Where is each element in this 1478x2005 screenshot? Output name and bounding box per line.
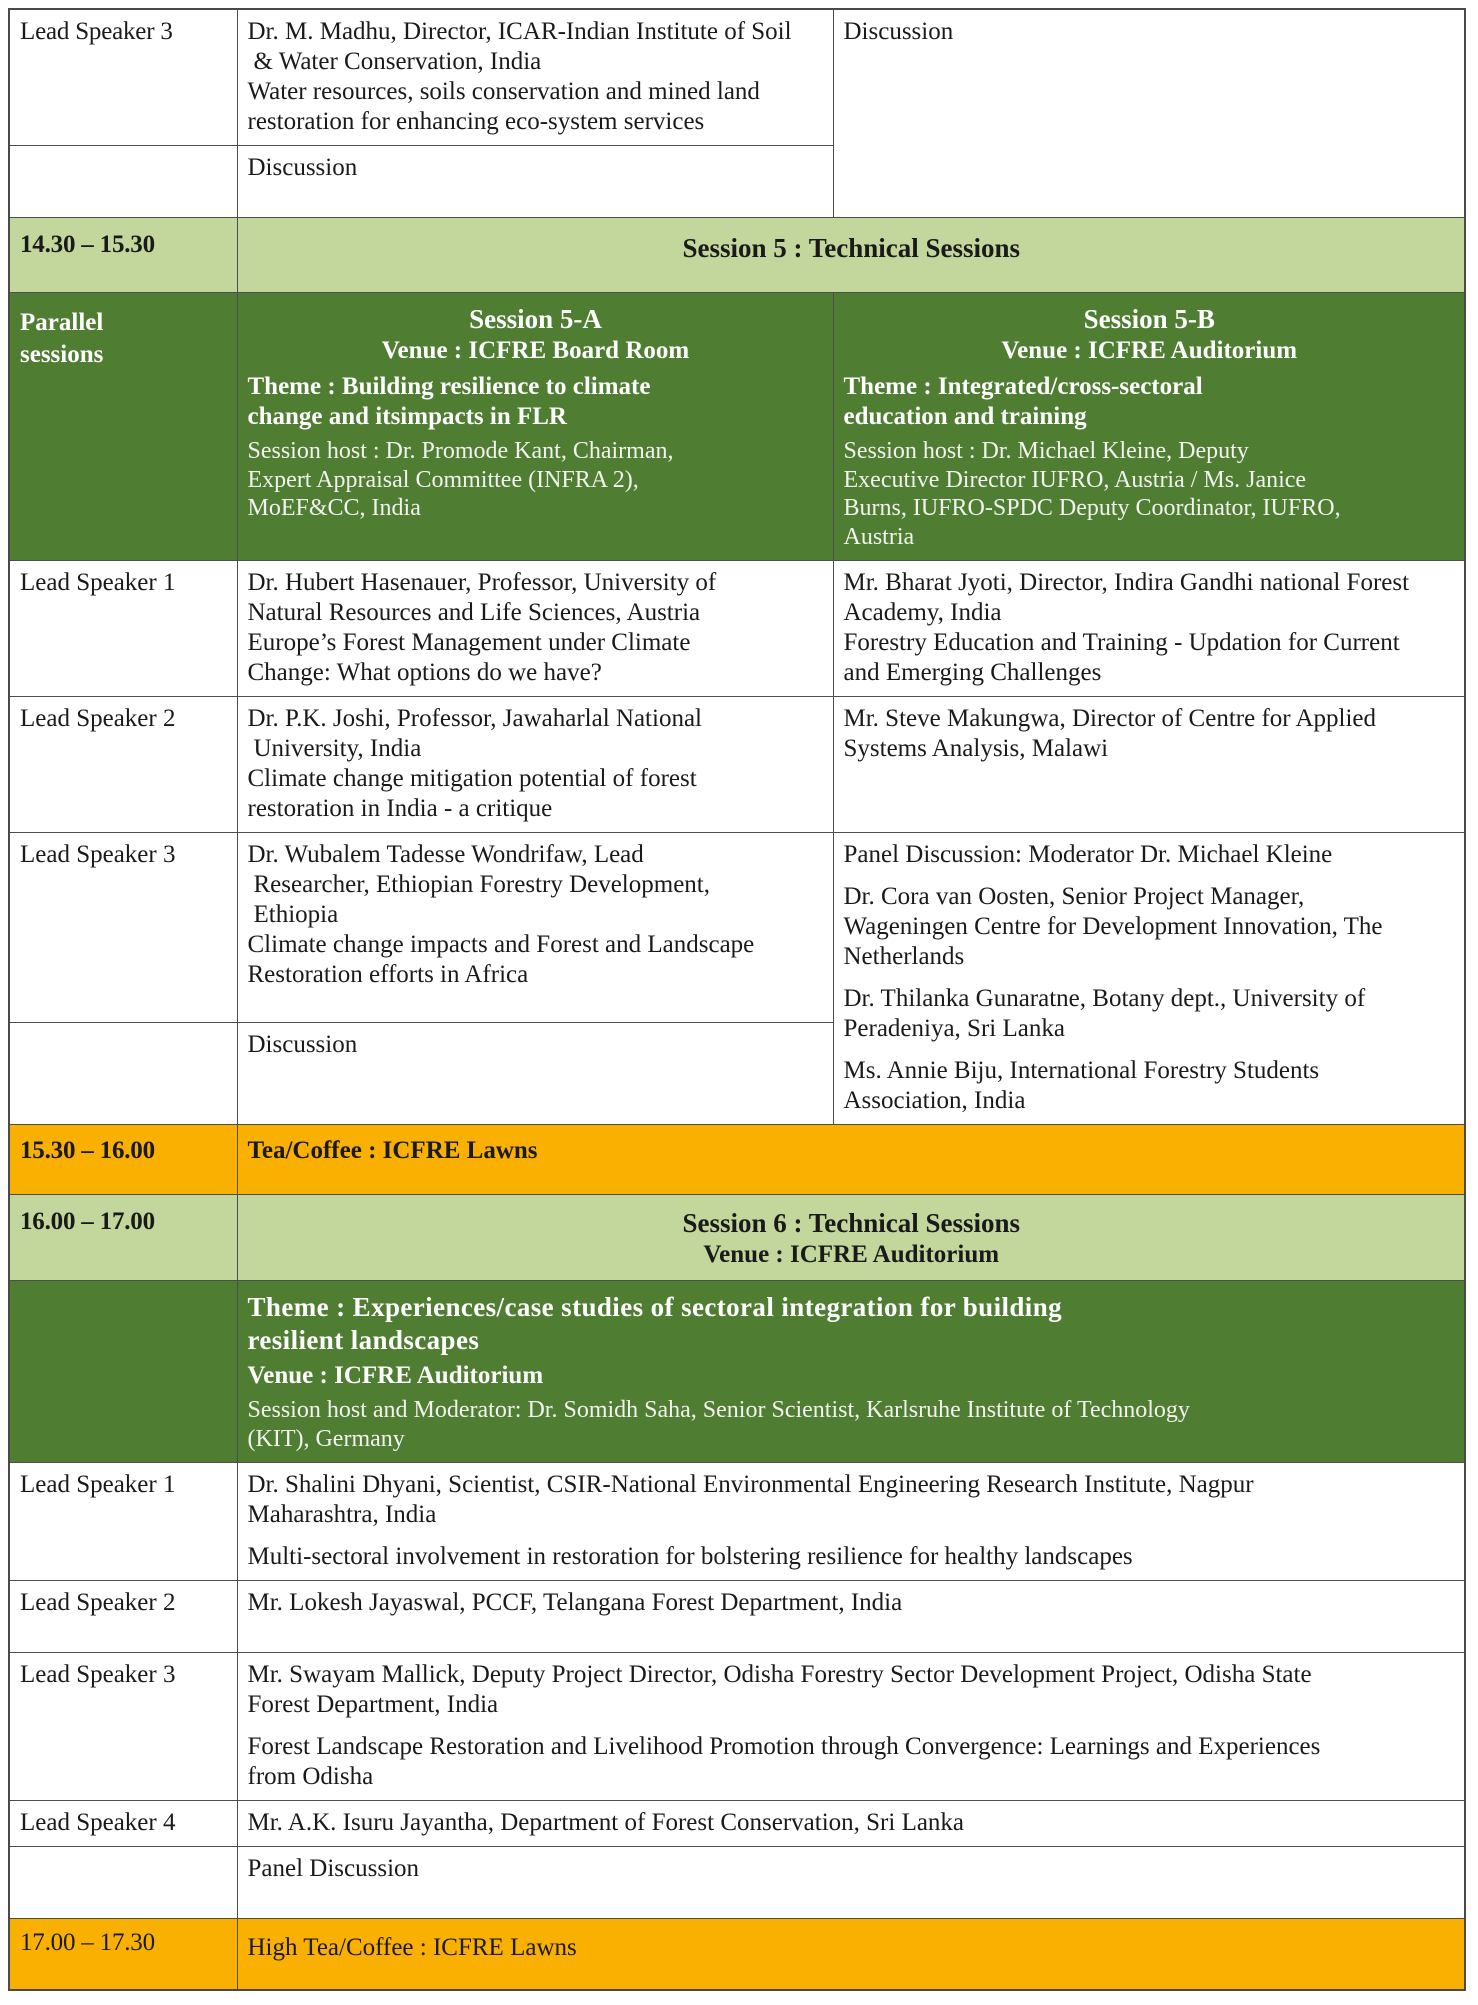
panelist-line: Dr. Cora van Oosten, Senior Project Manager,	[843, 883, 1305, 911]
table-row	[9, 697, 1465, 833]
session-6-venue: Venue : ICFRE Auditorium	[703, 1240, 1000, 1268]
break-row	[9, 1918, 1465, 1990]
speaker-line: Systems Analysis, Malawi	[843, 735, 1109, 763]
speaker-detail-cell	[237, 697, 833, 833]
speaker-line: & Water Conservation, India	[253, 48, 542, 75]
session-5b-venue: Venue : ICFRE Auditorium	[1001, 337, 1298, 365]
role-label: Lead Speaker 1	[9, 561, 237, 697]
parallel-label-line: sessions	[20, 340, 104, 368]
panelist-line: Peradeniya, Sri Lanka	[843, 1015, 1065, 1043]
speaker-line: Researcher, Ethiopian Forestry Development,	[253, 871, 710, 899]
session-5a-host-line: MoEF&CC, India	[247, 495, 421, 522]
table-row	[9, 1652, 1465, 1800]
session-title: Session 5 : Technical Sessions	[237, 218, 1465, 293]
speaker-line: Mr. Steve Makungwa, Director of Centre for Applied	[843, 705, 1377, 733]
table-row	[9, 1580, 1465, 1652]
discussion-cell: Discussion	[237, 1023, 833, 1125]
parallel-label-line: Parallel	[20, 309, 104, 337]
speaker-line: Forest Department, India	[247, 1690, 499, 1718]
panelist-line: Ms. Annie Biju, International Forestry Students	[843, 1057, 1320, 1085]
panel-moderator-line: Panel Discussion: Moderator Dr. Michael Kleine	[843, 841, 1333, 869]
session-5a-header	[237, 293, 833, 561]
speaker-line: Dr. Shalini Dhyani, Scientist, CSIR-National Environmental Engineering Research Institute, Nagpur	[247, 1470, 1254, 1498]
time-slot: 15.30 – 16.00	[9, 1125, 237, 1195]
table-row	[9, 9, 1465, 146]
role-label: Lead Speaker 1	[9, 1462, 237, 1580]
session-6-header	[237, 1195, 1465, 1281]
role-label	[9, 1846, 237, 1918]
session-5a-host-line: Session host : Dr. Promode Kant, Chairman,	[247, 437, 674, 464]
speaker-line: Academy, India	[843, 599, 1002, 627]
session-5b-theme-line: Theme : Integrated/cross-sectoral	[843, 372, 1203, 400]
time-slot: 17.00 – 17.30	[9, 1918, 237, 1990]
conference-schedule-table	[8, 8, 1466, 1991]
table-row	[9, 561, 1465, 697]
speaker-detail-cell: Mr. Lokesh Jayaswal, PCCF, Telangana Forest Department, India	[237, 1580, 1465, 1652]
talk-title-line: restoration in India - a critique	[247, 795, 553, 823]
session-6-theme-line: resilient landscapes	[247, 1324, 480, 1355]
panel-discussion-cell: Panel Discussion	[237, 1846, 1465, 1918]
role-label: Lead Speaker 3	[9, 9, 237, 146]
speaker-line: Natural Resources and Life Sciences, Austria	[247, 599, 701, 627]
session-5a-venue: Venue : ICFRE Board Room	[381, 337, 690, 365]
discussion-cell: Discussion	[237, 146, 833, 218]
talk-title-line: Climate change mitigation potential of forest	[247, 765, 697, 793]
break-label: Tea/Coffee : ICFRE Lawns	[237, 1125, 1465, 1195]
time-slot: 16.00 – 17.00	[9, 1195, 237, 1281]
session-6-title: Session 6 : Technical Sessions	[682, 1208, 1021, 1239]
talk-title-line: Forestry Education and Training - Updation for Current	[843, 629, 1400, 657]
talk-title-line: Climate change impacts and Forest and Landscape	[247, 931, 755, 959]
panelist-line: Association, India	[843, 1087, 1026, 1115]
session-band-row	[9, 218, 1465, 293]
session-5a-host-line: Expert Appraisal Committee (INFRA 2),	[247, 466, 639, 493]
talk-title-line: restoration for enhancing eco-system services	[247, 108, 705, 135]
speaker-line: Maharashtra, India	[247, 1500, 437, 1528]
speaker-line: Dr. Wubalem Tadesse Wondrifaw, Lead	[247, 841, 644, 869]
talk-title-line: and Emerging Challenges	[843, 659, 1102, 687]
speaker-line: Dr. Hubert Hasenauer, Professor, University of	[247, 569, 717, 597]
session-5b-host-line: Austria	[843, 524, 915, 551]
break-row	[9, 1125, 1465, 1195]
role-label: Lead Speaker 2	[9, 697, 237, 833]
role-label	[9, 1023, 237, 1125]
session-5a-theme-line: Theme : Building resilience to climate	[247, 372, 651, 400]
speaker-line: Dr. P.K. Joshi, Professor, Jawaharlal National	[247, 705, 702, 733]
talk-title-line: from Odisha	[247, 1762, 374, 1790]
table-row	[9, 1462, 1465, 1580]
discussion-cell: Discussion	[833, 9, 1465, 218]
table-row	[9, 1846, 1465, 1918]
table-row	[9, 1800, 1465, 1846]
speaker-detail-cell: Mr. A.K. Isuru Jayantha, Department of Forest Conservation, Sri Lanka	[237, 1800, 1465, 1846]
session-5b-host-line: Executive Director IUFRO, Austria / Ms. Janice	[843, 466, 1307, 493]
session-6-theme-cell	[237, 1281, 1465, 1462]
talk-title-line: Multi-sectoral involvement in restoration for bolstering resilience for healthy landscapes	[247, 1542, 1133, 1570]
role-label: Lead Speaker 3	[9, 833, 237, 1023]
panel-discussion-cell	[833, 833, 1465, 1125]
speaker-detail-cell	[237, 1652, 1465, 1800]
talk-title-line: Change: What options do we have?	[247, 659, 602, 687]
speaker-line: Mr. Bharat Jyoti, Director, Indira Gandhi national Forest	[843, 569, 1410, 597]
talk-title-line: Restoration efforts in Africa	[247, 961, 529, 989]
speaker-line: Ethiopia	[253, 901, 339, 929]
role-label	[9, 146, 237, 218]
speaker-detail-cell	[237, 833, 833, 1023]
role-label: Lead Speaker 4	[9, 1800, 237, 1846]
speaker-detail-cell	[833, 561, 1465, 697]
session-6-host-line: Session host and Moderator: Dr. Somidh Saha, Senior Scientist, Karlsruhe Institute of Technology	[247, 1397, 1190, 1424]
speaker-detail-cell	[237, 1462, 1465, 1580]
panelist-line: Dr. Thilanka Gunaratne, Botany dept., University of	[843, 985, 1366, 1013]
talk-title-line: Water resources, soils conservation and mined land	[247, 78, 760, 105]
talk-title-line: Europe’s Forest Management under Climate	[247, 629, 691, 657]
speaker-line: University, India	[253, 735, 422, 763]
session-6-host-line: (KIT), Germany	[247, 1426, 405, 1453]
speaker-detail-cell	[237, 9, 833, 146]
speaker-line: Dr. M. Madhu, Director, ICAR-Indian Institute of Soil	[247, 18, 792, 45]
panelist-line: Wageningen Centre for Development Innovation, The	[843, 913, 1383, 941]
session-band-row	[9, 1195, 1465, 1281]
speaker-detail-cell	[237, 561, 833, 697]
parallel-sessions-header-row	[9, 293, 1465, 561]
session-6-theme-line: Theme : Experiences/case studies of sectoral integration for building	[247, 1292, 1063, 1323]
time-slot: 14.30 – 15.30	[9, 218, 237, 293]
session-5b-host-line: Session host : Dr. Michael Kleine, Deputy	[843, 437, 1249, 464]
table-row	[9, 833, 1465, 1023]
session-5b-header	[833, 293, 1465, 561]
speaker-detail-cell	[833, 697, 1465, 833]
panelist-line: Netherlands	[843, 943, 965, 971]
session-5b-title: Session 5-B	[1083, 304, 1215, 335]
speaker-line: Mr. Swayam Mallick, Deputy Project Director, Odisha Forestry Sector Development Project, Odisha State	[247, 1660, 1312, 1688]
session-5b-host-line: Burns, IUFRO-SPDC Deputy Coordinator, IUFRO,	[843, 495, 1341, 522]
role-label: Lead Speaker 3	[9, 1652, 237, 1800]
session-theme-row	[9, 1281, 1465, 1462]
session-6-venue-line: Venue : ICFRE Auditorium	[247, 1362, 544, 1390]
session-5a-theme-line: change and itsimpacts in FLR	[247, 402, 567, 430]
break-label: High Tea/Coffee : ICFRE Lawns	[237, 1918, 1465, 1990]
talk-title-line: Forest Landscape Restoration and Livelihood Promotion through Convergence: Learnings and Experiences	[247, 1732, 1321, 1760]
session-5b-theme-line: education and training	[843, 402, 1087, 430]
parallel-sessions-label	[9, 293, 237, 561]
role-label: Lead Speaker 2	[9, 1580, 237, 1652]
session-5a-title: Session 5-A	[469, 304, 602, 335]
empty-time-cell	[9, 1281, 237, 1462]
